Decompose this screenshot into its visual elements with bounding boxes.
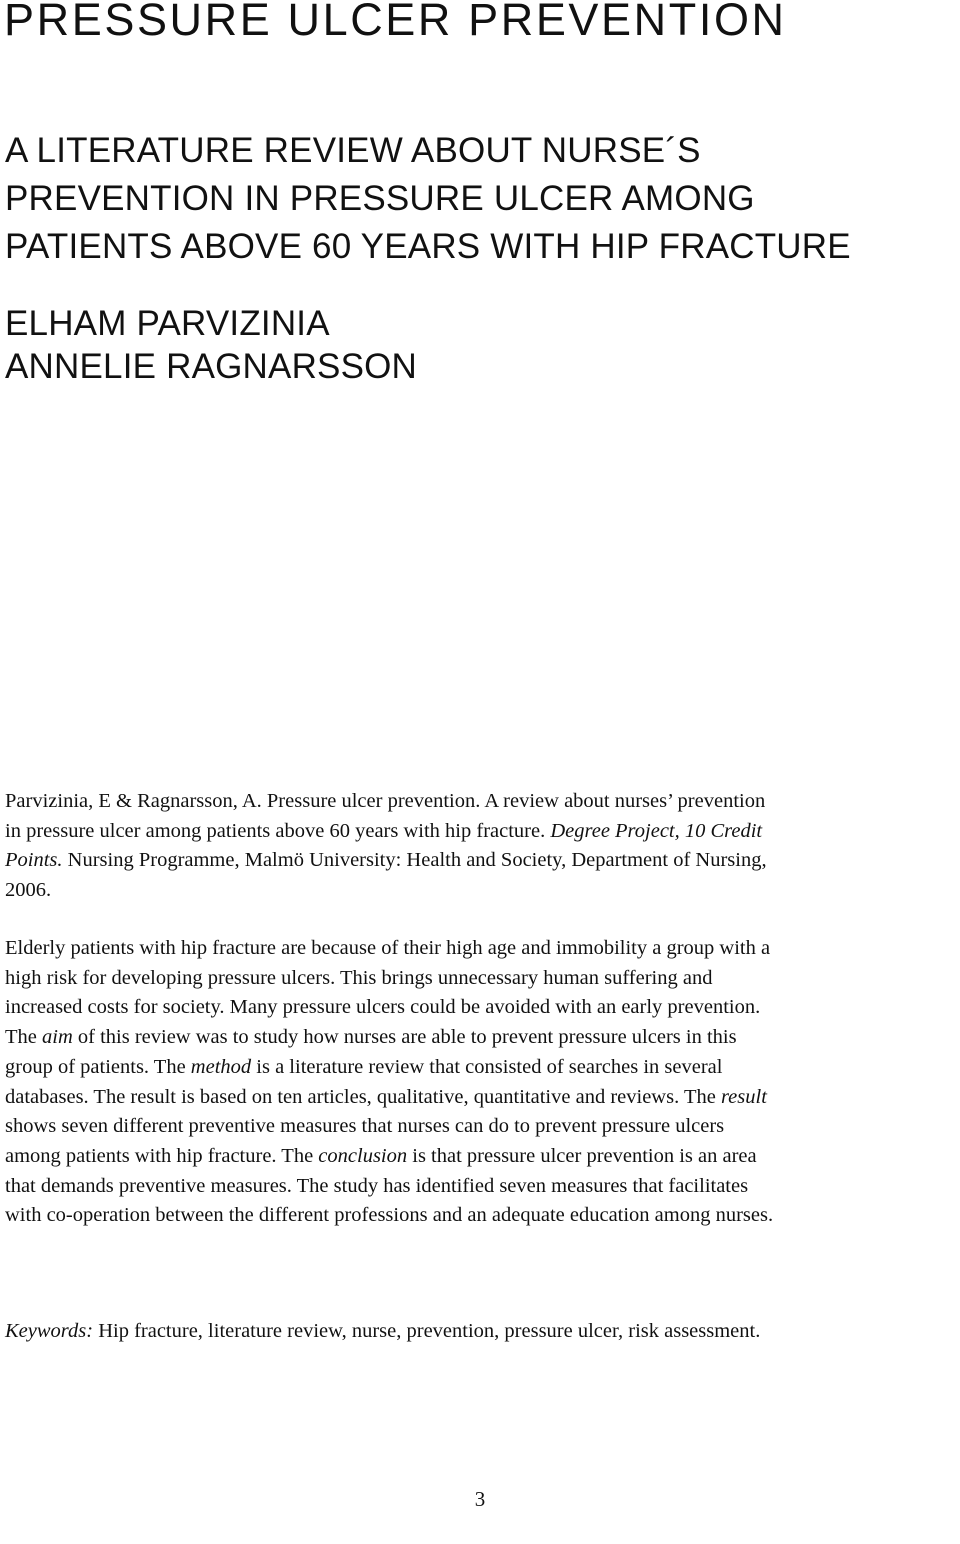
document-title: PRESSURE ULCER PREVENTION	[4, 0, 787, 45]
keywords-line	[5, 1317, 960, 1347]
subtitle-line: A LITERATURE REVIEW ABOUT NURSE´S	[5, 131, 701, 170]
abstract-text: is a literature review that consisted of searches in several	[251, 1055, 723, 1078]
page-number: 3	[474, 1487, 486, 1511]
abstract-italic-term: aim	[42, 1026, 73, 1049]
abstract-line	[5, 1023, 960, 1053]
abstract-text: databases. The result is based on ten articles, qualitative, quantitative and reviews. The	[5, 1085, 721, 1108]
abstract-italic-term: method	[190, 1055, 252, 1078]
abstract-line: shows seven different preventive measures that nurses can do to prevent pressure ulcers	[5, 1115, 725, 1138]
abstract-text: The	[5, 1026, 42, 1049]
citation-italic: Points.	[5, 849, 63, 872]
subtitle-line: PREVENTION IN PRESSURE ULCER AMONG	[5, 179, 755, 218]
keywords-content	[5, 1317, 960, 1347]
author-name: ELHAM PARVIZINIA	[5, 304, 330, 343]
abstract-italic-term: result	[720, 1085, 767, 1108]
abstract-line: Elderly patients with hip fracture are because of their high age and immobility a group with a	[5, 937, 771, 959]
keywords-label: Keywords:	[5, 1320, 94, 1342]
author-list	[5, 302, 417, 388]
citation-line	[5, 817, 960, 847]
keywords-text: Hip fracture, literature review, nurse, prevention, pressure ulcer, risk assessment.	[93, 1320, 761, 1342]
abstract-line: high risk for developing pressure ulcers. This brings unnecessary human suffering and	[5, 966, 713, 989]
abstract-text: is that pressure ulcer prevention is an area	[407, 1144, 757, 1167]
abstract-text: of this review was to study how nurses are able to prevent pressure ulcers in this	[72, 1026, 737, 1049]
citation-text: in pressure ulcer among patients above 60 years with hip fracture.	[5, 819, 551, 842]
abstract-line	[5, 1083, 960, 1113]
abstract-line: with co-operation between the different professions and an adequate education among nurses.	[5, 1204, 774, 1227]
abstract-text: among patients with hip fracture. The	[5, 1144, 319, 1167]
citation-line	[5, 846, 960, 876]
citation-italic: Degree Project, 10 Credit	[550, 819, 763, 842]
citation-line: 2006.	[5, 879, 52, 902]
citation-line: Parvizinia, E & Ragnarsson, A. Pressure ulcer prevention. A review about nurses’ prevention	[5, 790, 766, 812]
abstract-italic-term: conclusion	[318, 1144, 408, 1167]
abstract-line: that demands preventive measures. The study has identified seven measures that facilitates	[5, 1174, 749, 1197]
subtitle-line: PATIENTS ABOVE 60 YEARS WITH HIP FRACTURE	[5, 227, 851, 266]
abstract-line	[5, 1053, 960, 1083]
abstract-paragraph	[5, 934, 960, 1231]
abstract-line: increased costs for society. Many pressure ulcers could be avoided with an early prevention.	[5, 996, 761, 1019]
citation-paragraph	[5, 787, 960, 906]
abstract-text: group of patients. The	[5, 1055, 191, 1078]
abstract-line	[5, 1142, 960, 1172]
author-name: ANNELIE RAGNARSSON	[5, 347, 418, 386]
citation-text: Nursing Programme, Malmö University: Health and Society, Department of Nursing,	[62, 849, 767, 872]
document-subtitle	[5, 127, 851, 271]
